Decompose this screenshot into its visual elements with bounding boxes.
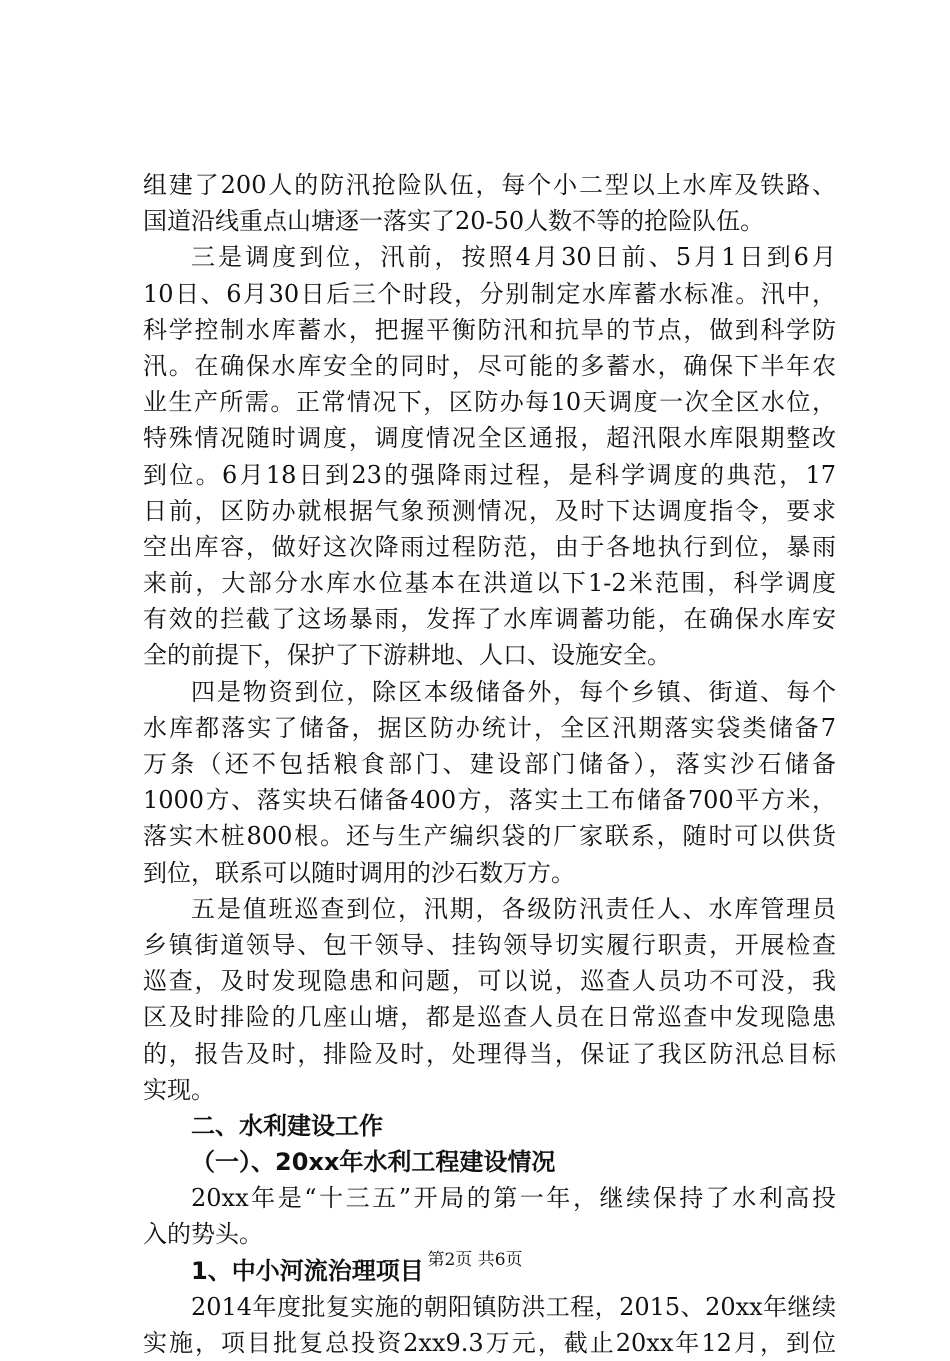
paragraph-line: 实现。 [143,1075,215,1104]
paragraph-line: 到位。6月18日到23的强降雨过程，是科学调度的典范，17 [143,460,836,489]
paragraph-line: 有效的拦截了这场暴雨，发挥了水库调蓄功能，在确保水库安 [143,605,836,634]
paragraph-line: 2014年度批复实施的朝阳镇防洪工程，2015、20xx年继续 [191,1292,836,1321]
paragraph-line: 落实木桩800根。还与生产编织袋的厂家联系，随时可以供货 [143,822,836,851]
paragraph-line: 组建了200人的防汛抢险队伍，每个小二型以上水库及铁路、 [143,171,836,199]
paragraph-line: 空出库容，做好这次降雨过程防范，由于各地执行到位，暴雨 [143,532,836,561]
paragraph-line: 四是物资到位，除区本级储备外，每个乡镇、街道、每个 [191,677,836,706]
paragraph-line: 区及时排险的几座山塘，都是巡查人员在日常巡查中发现隐患 [143,1003,836,1032]
paragraph-line: 科学控制水库蓄水，把握平衡防汛和抗旱的节点，做到科学防 [143,315,836,344]
paragraph-line: 水库都落实了储备，据区防办统计，全区汛期落实袋类储备7 [143,713,836,742]
paragraph-line: 到位，联系可以随时调用的沙石数万方。 [143,858,575,887]
paragraph-line: 来前，大部分水库水位基本在洪道以下1-2米范围，科学调度 [143,569,836,598]
paragraph-line: 入的势头。 [143,1220,263,1249]
paragraph-line: 五是值班巡查到位，汛期，各级防汛责任人、水库管理员 [191,894,836,923]
paragraph-line: 日前，区防办就根据气象预测情况，及时下达调度指令，要求 [143,496,836,525]
paragraph-line: 10日、6月30日后三个时段，分别制定水库蓄水标准。汛中， [143,279,836,308]
section-heading: 1、中小河流治理项目 [191,1256,424,1285]
paragraph-line: 全的前提下，保护了下游耕地、人口、设施安全。 [143,641,671,670]
paragraph-line: 业生产所需。正常情况下，区防办每10天调度一次全区水位， [143,388,836,417]
paragraph-line: 特殊情况随时调度，调度情况全区通报，超汛限水库限期整改 [143,424,836,453]
page-footer: 第2页 共6页 [427,1250,523,1270]
paragraph-line: 实施，项目批复总投资2xx9.3万元，截止20xx年12月，到位 [143,1329,836,1357]
paragraph-line: 1000方、落实块石储备400方，落实土工布储备700平方米， [143,786,836,815]
paragraph-line: 乡镇街道领导、包干领导、挂钩领导切实履行职责，开展检查 [143,930,836,959]
section-heading: （一）、20xx年水利工程建设情况 [191,1148,556,1177]
document-page [143,167,836,1361]
section-heading: 二、水利建设工作 [191,1111,383,1140]
paragraph-line: 国道沿线重点山塘逐一落实了20-50人数不等的抢险队伍。 [143,207,765,236]
paragraph-line: 的，报告及时，排险及时，处理得当，保证了我区防汛总目标 [143,1039,836,1068]
paragraph-line: 三是调度到位，汛前，按照4月30日前、5月1日到6月 [191,243,836,272]
paragraph-line: 20xx年是“十三五”开局的第一年，继续保持了水利高投 [191,1184,836,1213]
paragraph-line: 万条（还不包括粮食部门、建设部门储备），落实沙石储备 [143,750,836,778]
paragraph-line: 汛。在确保水库安全的同时，尽可能的多蓄水，确保下半年农 [143,351,836,380]
paragraph-line: 巡查，及时发现隐患和问题，可以说，巡查人员功不可没，我 [143,967,836,996]
